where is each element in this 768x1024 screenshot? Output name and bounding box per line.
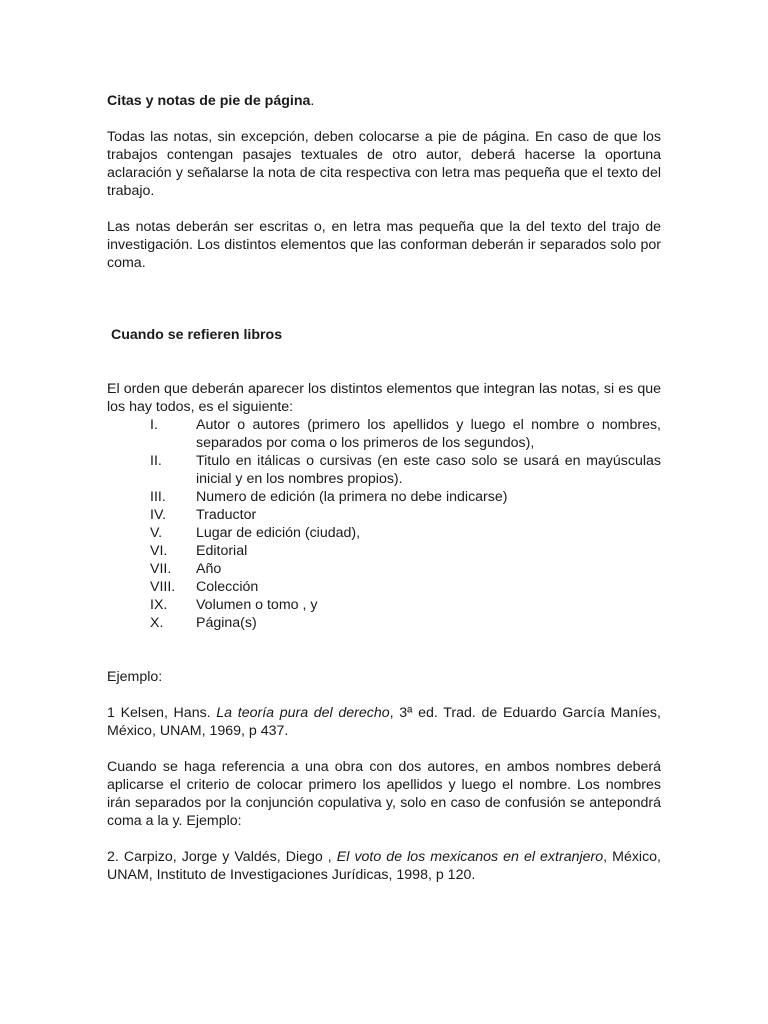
list-item	[107, 524, 661, 542]
list-item	[107, 560, 661, 578]
document-page	[107, 92, 661, 884]
citation-2-authors: 2. Carpizo, Jorge y Valdés, Diego ,	[107, 849, 337, 865]
list-item-number: VIII.	[150, 579, 176, 595]
list-item-text: Lugar de edición (ciudad),	[196, 525, 361, 541]
list-item-text: Colección	[196, 579, 259, 595]
section-heading	[107, 92, 661, 110]
citation-1-title: La teoría pura del derecho	[216, 705, 390, 721]
list-item-text: Página(s)	[196, 615, 257, 631]
list-item	[107, 488, 661, 506]
example-citation-1	[107, 704, 661, 740]
list-item	[107, 614, 661, 632]
list-item-number: III.	[150, 489, 166, 505]
elements-list	[107, 416, 661, 632]
list-item-text: Traductor	[196, 507, 257, 523]
paragraph-order: El orden que deberán aparecer los distintos elementos que integran las notas, si es que los hay todos, es el siguiente:	[107, 381, 661, 415]
list-item-number: V.	[150, 525, 163, 541]
citation-2-title: El voto de los mexicanos en el extranjero	[336, 849, 604, 865]
subheading-books: Cuando se refieren libros	[111, 327, 283, 343]
list-item-number: IX.	[150, 597, 168, 613]
citation-1-details: , 3ª ed. Trad. de Eduardo García Maníes, México, UNAM, 1969, p 437.	[107, 705, 661, 739]
list-item-number: VII.	[150, 561, 172, 577]
list-item-number: X.	[150, 615, 164, 631]
list-item-text: Autor o autores (primero los apellidos y luego el nombre o nombres, separados por coma o los primeros de los segundos),	[196, 417, 661, 451]
list-item-text: Año	[196, 561, 222, 577]
list-item	[107, 416, 661, 452]
list-item-text: Volumen o tomo , y	[196, 597, 318, 613]
paragraph-notes-format: Las notas deberán ser escritas o, en letra mas pequeña que la del texto del trajo de investigación. Los distintos elementos que las conforman deberán ir separados solo por coma.	[107, 219, 661, 271]
list-item	[107, 506, 661, 524]
list-item-number: IV.	[150, 507, 167, 523]
list-item-text: Titulo en itálicas o cursivas (en este caso solo se usará en mayúsculas inicial y en los nombres propios).	[196, 453, 661, 487]
paragraph-notes-placement: Todas las notas, sin excepción, deben colocarse a pie de página. En caso de que los trabajos contengan pasajes textuales de otro autor, deberá hacerse la oportuna aclaración y señalarse la nota de cita respectiva con letra mas pequeña que el texto del trabajo.	[107, 129, 661, 199]
list-item-number: I.	[150, 417, 158, 433]
list-item-number: VI.	[150, 543, 168, 559]
list-item	[107, 578, 661, 596]
list-item	[107, 596, 661, 614]
section-heading-text: Citas y notas de pie de página	[107, 93, 311, 109]
example-citation-2	[107, 848, 661, 884]
paragraph-two-authors: Cuando se haga referencia a una obra con dos autores, en ambos nombres deberá aplicarse el criterio de colocar primero los apellidos y luego el nombre. Los nombres irán separados por la conjunción copulativa y, solo en caso de confusión se antepondrá coma a la y. Ejemplo:	[107, 759, 661, 829]
citation-2-details: , México, UNAM, Instituto de Investigaciones Jurídicas, 1998, p 120.	[107, 849, 662, 883]
section-heading-dot: .	[310, 93, 315, 109]
list-item	[107, 542, 661, 560]
list-item-text: Editorial	[196, 543, 248, 559]
list-item	[107, 452, 661, 488]
list-item-number: II.	[150, 453, 162, 469]
example-label: Ejemplo:	[107, 669, 163, 685]
citation-1-authors: 1 Kelsen, Hans.	[107, 705, 217, 721]
list-item-text: Numero de edición (la primera no debe indicarse)	[196, 489, 508, 505]
